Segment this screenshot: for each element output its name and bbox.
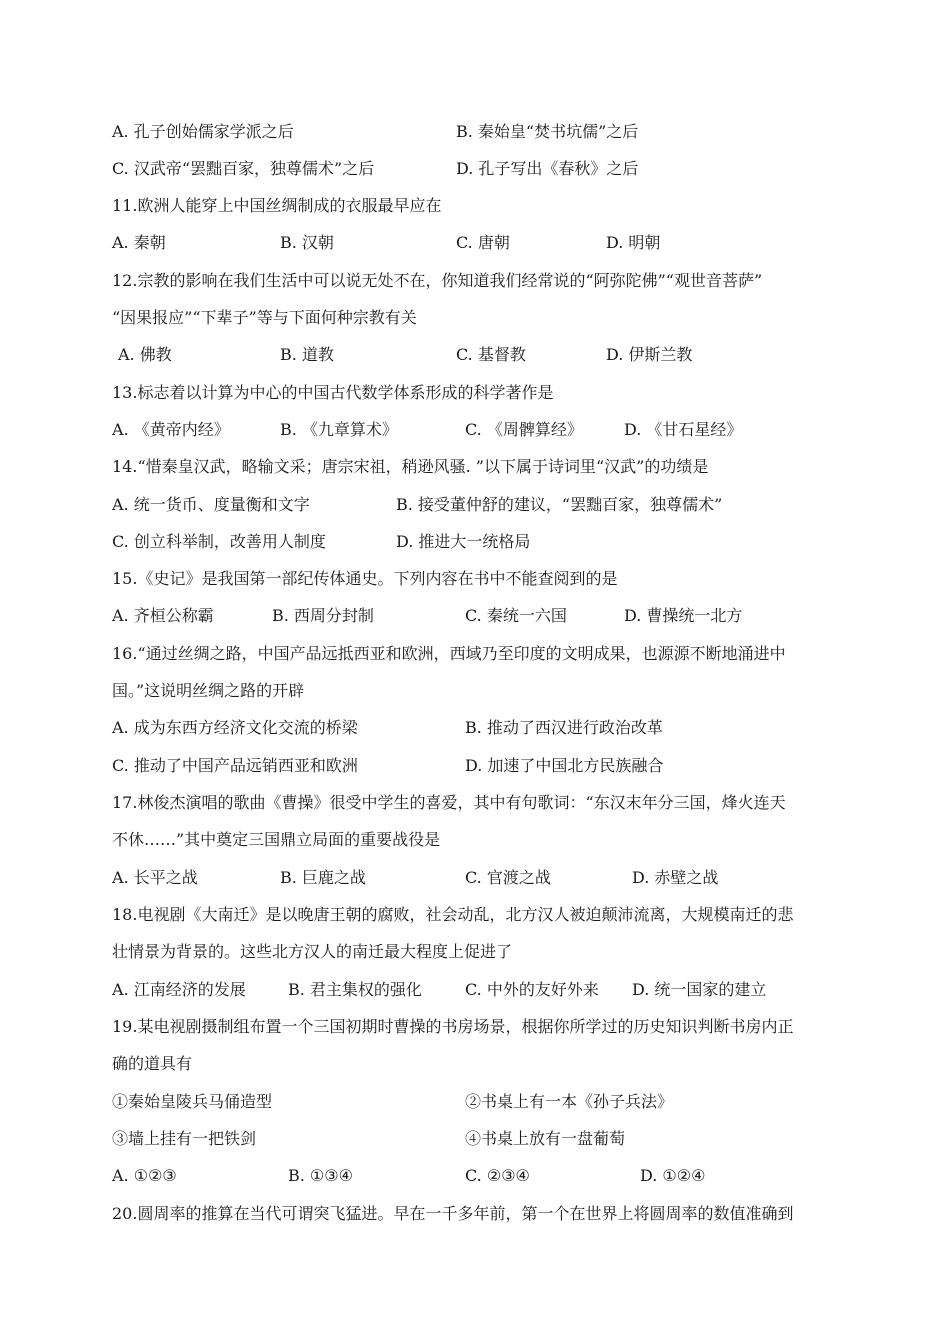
option-text: B. 君主集权的强化 (288, 980, 422, 999)
option-text: C. 唐朝 (456, 233, 510, 252)
option-text: A. ①②③ (112, 1166, 177, 1185)
option-text: D. ①②④ (640, 1166, 706, 1185)
option-text: C. ②③④ (465, 1166, 530, 1185)
option-text: C. 秦统一六国 (465, 606, 567, 625)
question-text: 14.“惜秦皇汉武，略输文采；唐宗宋祖，稍逊风骚. ”以下属于诗词里“汉武”的功绩是 (112, 457, 709, 476)
question-text: 20.圆周率的推算在当代可谓突飞猛进。早在一千多年前，第一个在世界上将圆周率的数值准确到 (112, 1204, 794, 1223)
option-text: A. 齐桓公称霸 (112, 606, 214, 625)
option-text: A. 成为东西方经济文化交流的桥梁 (112, 718, 358, 737)
option-text: D. 伊斯兰教 (606, 345, 693, 364)
option-text: B. ①③④ (288, 1166, 353, 1185)
option-text: A. 《黄帝内经》 (112, 420, 230, 439)
option-text: C. 《周髀算经》 (465, 420, 583, 439)
option-text: D. 明朝 (606, 233, 661, 252)
option-text: C. 推动了中国产品远销西亚和欧洲 (112, 756, 358, 775)
option-text: D. 加速了中国北方民族融合 (465, 756, 664, 775)
option-text: ④书桌上放有一盘葡萄 (465, 1129, 626, 1148)
option-text: ①秦始皇陵兵马俑造型 (112, 1092, 273, 1111)
option-text: A. 孔子创始儒家学派之后 (112, 122, 294, 141)
option-text: B. 秦始皇“焚书坑儒”之后 (456, 122, 639, 141)
option-text: A. 长平之战 (112, 868, 198, 887)
question-text: 确的道具有 (112, 1054, 193, 1073)
option-text: D. 曹操统一北方 (624, 606, 743, 625)
option-text: ②书桌上有一本《孙子兵法》 (465, 1092, 674, 1111)
option-text: D. 推进大一统格局 (396, 532, 531, 551)
option-text: C. 基督教 (456, 345, 526, 364)
question-text: “因果报应”“下辈子”等与下面何种宗教有关 (112, 308, 417, 327)
option-text: D. 赤壁之战 (632, 868, 719, 887)
question-text: 国。”这说明丝绸之路的开辟 (112, 681, 305, 700)
option-text: A. 佛教 (118, 345, 172, 364)
option-text: C. 官渡之战 (465, 868, 551, 887)
option-text: D. 统一国家的建立 (632, 980, 767, 999)
option-text: A. 江南经济的发展 (112, 980, 246, 999)
option-text: A. 秦朝 (112, 233, 166, 252)
question-text: 19.某电视剧摄制组布置一个三国初期时曹操的书房场景，根据你所学过的历史知识判断书房内正 (112, 1017, 794, 1036)
question-text: 16.“通过丝绸之路，中国产品远抵西亚和欧洲，西域乃至印度的文明成果，也源源不断地涌进中 (112, 644, 786, 663)
question-text: 不休……”其中奠定三国鼎立局面的重要战役是 (112, 830, 441, 849)
question-text: 17.林俊杰演唱的歌曲《曹操》很受中学生的喜爱，其中有句歌词：“东汉末年分三国，烽火连天 (112, 793, 786, 812)
option-text: C. 汉武帝“罢黜百家，独尊儒术”之后 (112, 159, 375, 178)
option-text: B. 巨鹿之战 (280, 868, 366, 887)
question-text: 11.欧洲人能穿上中国丝绸制成的衣服最早应在 (112, 196, 442, 215)
option-text: B. 西周分封制 (272, 606, 374, 625)
option-text: B. 《九章算术》 (280, 420, 398, 439)
option-text: ③墙上挂有一把铁剑 (112, 1129, 257, 1148)
question-text: 壮情景为背景的。这些北方汉人的南迁最大程度上促进了 (112, 942, 513, 961)
question-text: 15.《史记》是我国第一部纪传体通史。下列内容在书中不能查阅到的是 (112, 569, 618, 588)
option-text: B. 汉朝 (280, 233, 334, 252)
question-text: 13.标志着以计算为中心的中国古代数学体系形成的科学著作是 (112, 383, 554, 402)
option-text: B. 道教 (280, 345, 334, 364)
option-text: B. 推动了西汉进行政治改革 (465, 718, 663, 737)
question-text: 18.电视剧《大南迁》是以晚唐王朝的腐败，社会动乱，北方汉人被迫颠沛流离，大规模南迁的悲 (112, 905, 794, 924)
question-text: 12.宗教的影响在我们生活中可以说无处不在，你知道我们经常说的“阿弥陀佛”“观世音菩萨” (112, 271, 763, 290)
option-text: C. 中外的友好外来 (465, 980, 599, 999)
option-text: D. 孔子写出《春秋》之后 (456, 159, 639, 178)
option-text: C. 创立科举制，改善用人制度 (112, 532, 326, 551)
option-text: B. 接受董仲舒的建议，“罢黜百家，独尊儒术” (396, 495, 723, 514)
option-text: A. 统一货币、度量衡和文字 (112, 495, 310, 514)
option-text: D. 《甘石星经》 (624, 420, 743, 439)
